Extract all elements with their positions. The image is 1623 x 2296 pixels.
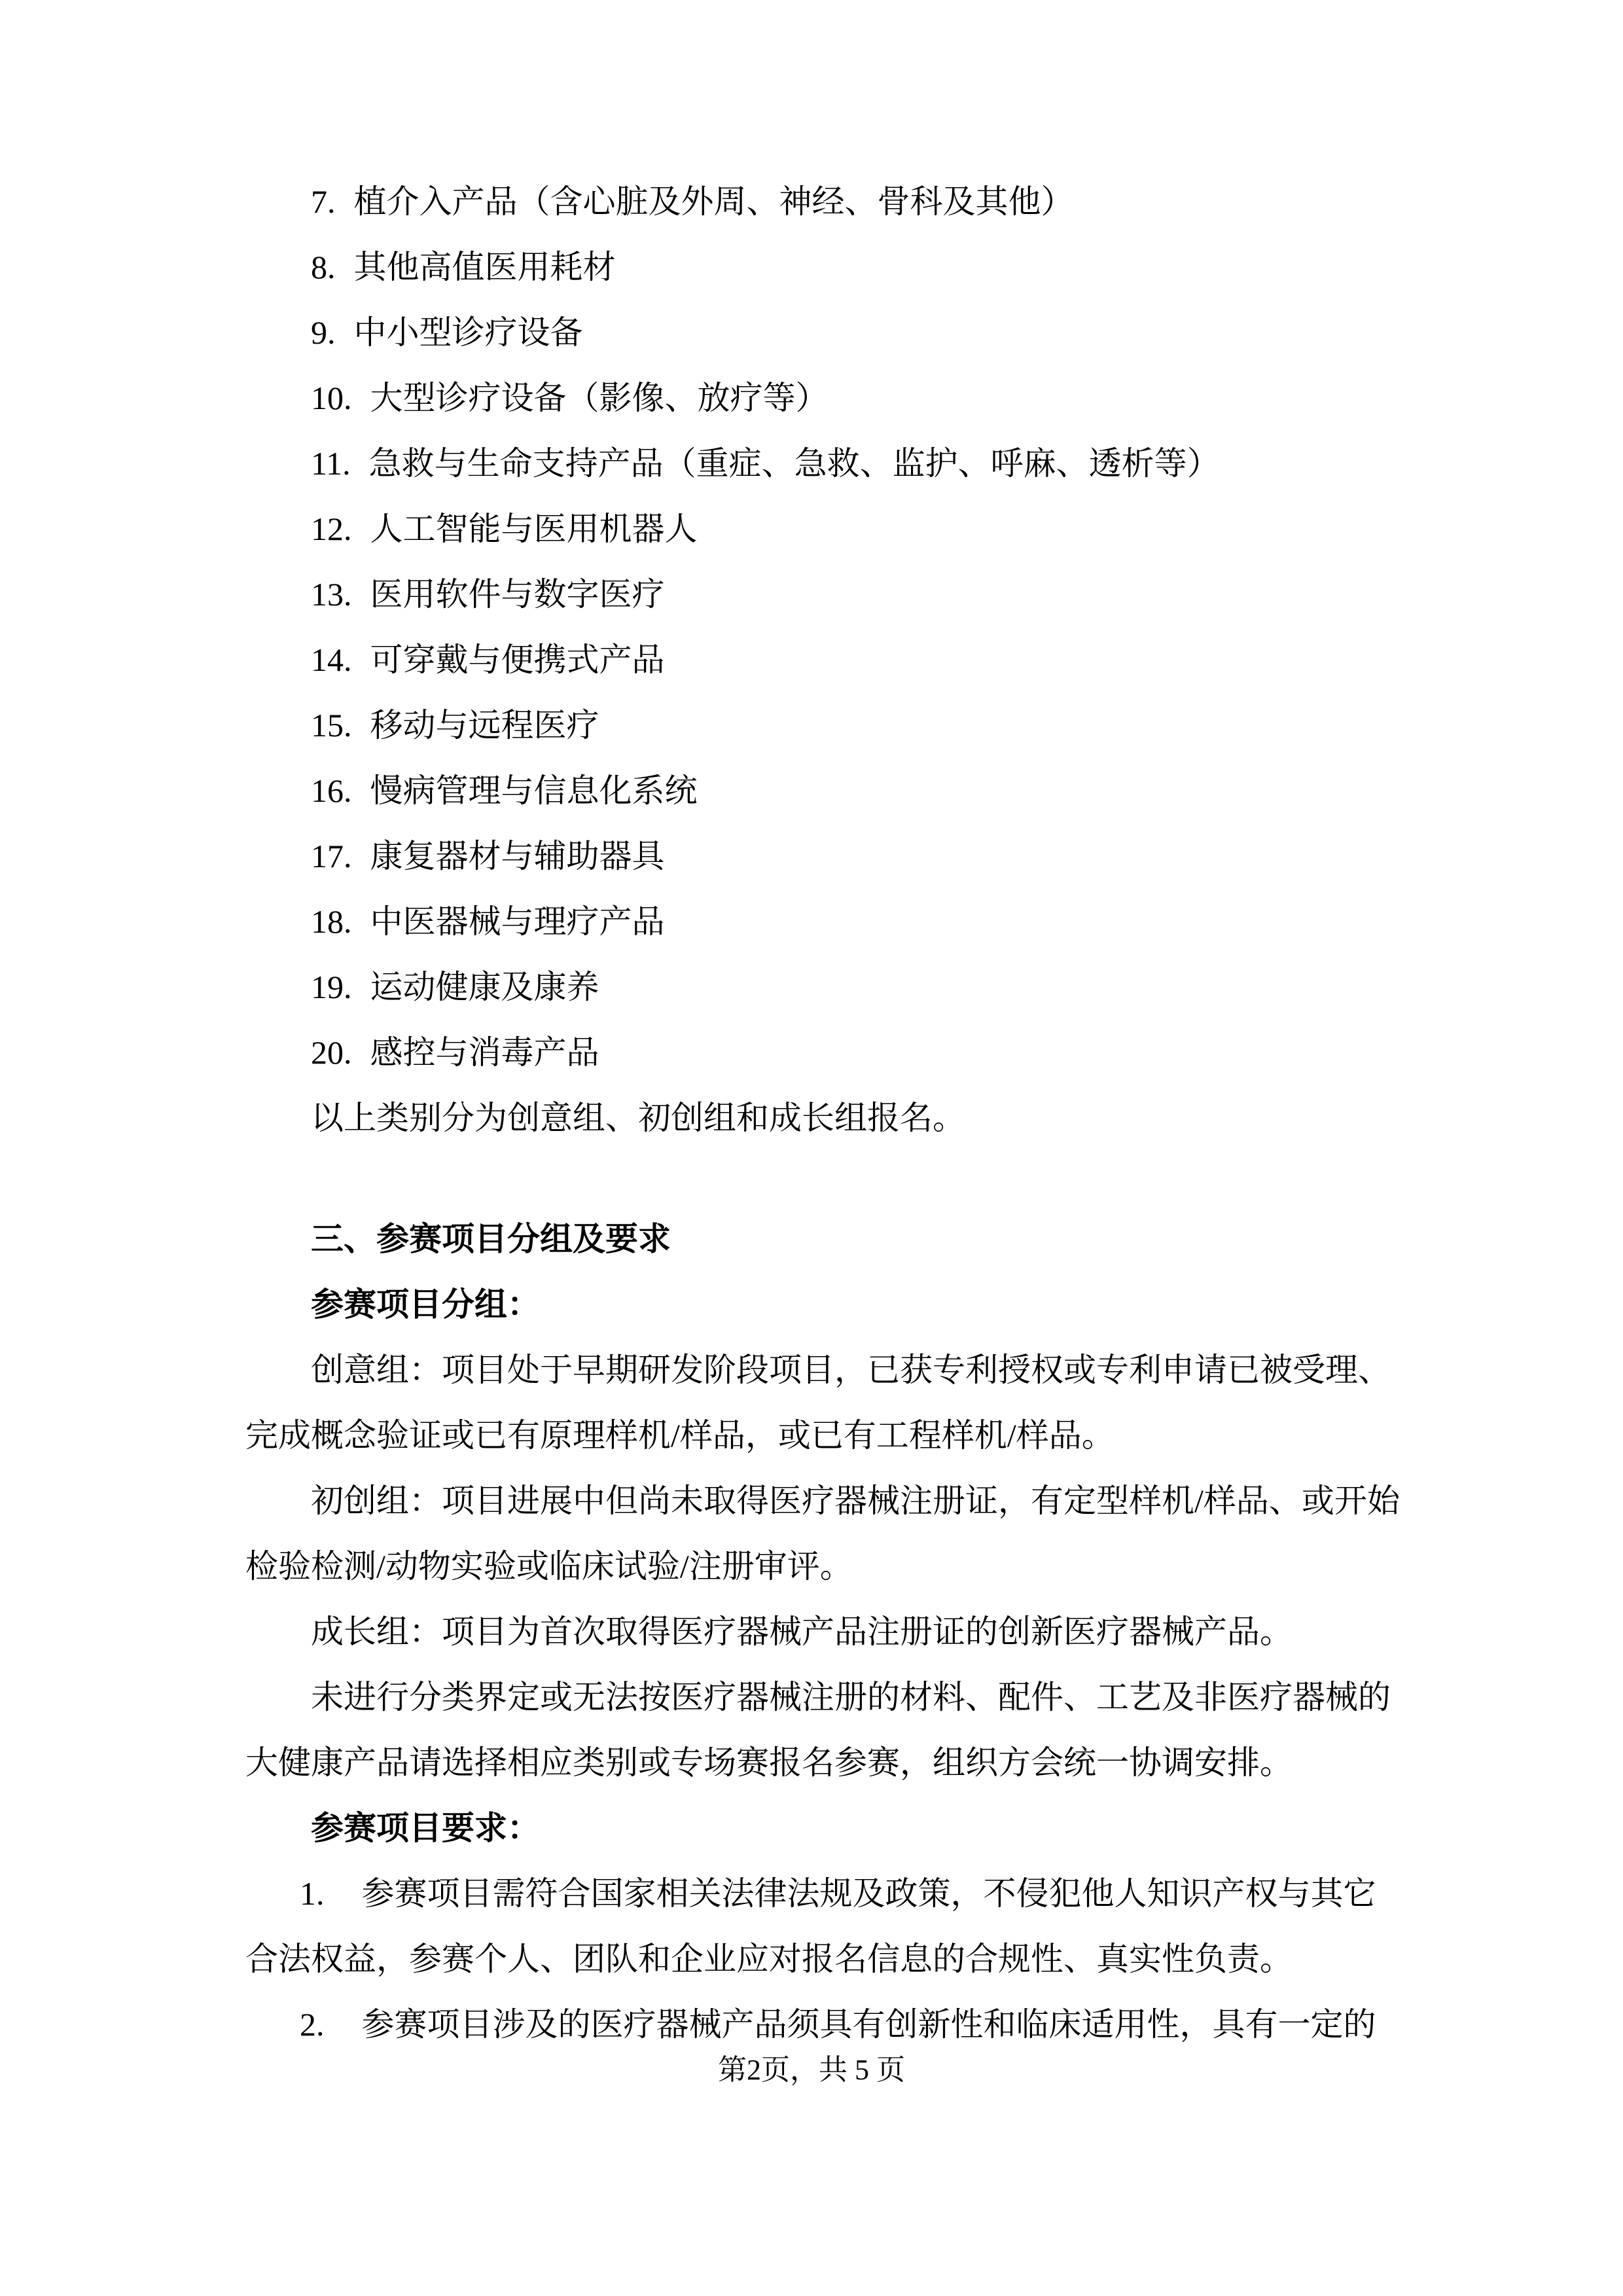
list-item-text: 医用软件与数字医疗: [370, 576, 665, 613]
requirement-text: 参赛项目需符合国家相关法律法规及政策，不侵犯他人知识产权与其它: [361, 1875, 1376, 1912]
list-item: [245, 1020, 1427, 1085]
list-item: [245, 431, 1427, 496]
list-item: [245, 234, 1427, 300]
group-ideation-line2: 完成概念验证或已有原理样机/样品，或已有工程样机/样品。: [245, 1417, 1115, 1454]
list-item-text: 运动健康及康养: [370, 969, 599, 1005]
list-item: [245, 496, 1427, 562]
list-item-number: 14.: [311, 641, 352, 678]
list-item-number: 17.: [311, 838, 352, 874]
list-item-text: 中小型诊疗设备: [353, 314, 583, 351]
list-item: [245, 627, 1427, 692]
list-item-text: 人工智能与医用机器人: [370, 511, 698, 547]
list-item-text: 中医器械与理疗产品: [370, 903, 665, 940]
group-startup-line1: 初创组：项目进展中但尚未取得医疗器械注册证，有定型样机/样品、或开始: [311, 1482, 1400, 1519]
requirement-item: [245, 1861, 1427, 1926]
list-item-number: 9.: [311, 314, 336, 351]
list-item-number: 18.: [311, 903, 352, 940]
group-growth-line: 成长组：项目为首次取得医疗器械产品注册证的创新医疗器械产品。: [311, 1613, 1293, 1650]
list-closing-line: 以上类别分为创意组、初创组和成长组报名。: [311, 1100, 965, 1136]
list-item: [245, 692, 1427, 758]
grouping-subheading: 参赛项目分组：: [311, 1286, 540, 1323]
classification-note-line2: 大健康产品请选择相应类别或专场赛报名参赛，组织方会统一协调安排。: [245, 1744, 1293, 1781]
section-heading: 三、参赛项目分组及要求: [311, 1221, 671, 1257]
list-item-number: 12.: [311, 511, 352, 547]
list-item-number: 15.: [311, 707, 352, 744]
page-content: [245, 169, 1427, 2057]
list-item-number: 11.: [311, 445, 351, 482]
list-item: [245, 365, 1427, 431]
group-ideation-line1: 创意组：项目处于早期研发阶段项目，已获专利授权或专利申请已被受理、: [311, 1352, 1391, 1388]
list-item-number: 16.: [311, 772, 352, 809]
list-item-number: 19.: [311, 969, 352, 1005]
list-item: [245, 300, 1427, 365]
list-item-number: 7.: [311, 183, 336, 220]
list-item-text: 急救与生命支持产品（重症、急救、监护、呼麻、透析等）: [368, 445, 1220, 482]
list-item-text: 可穿戴与便携式产品: [370, 641, 665, 678]
classification-note-line1: 未进行分类界定或无法按医疗器械注册的材料、配件、工艺及非医疗器械的: [311, 1679, 1391, 1715]
list-item-text: 康复器材与辅助器具: [370, 838, 665, 874]
requirement-text: 参赛项目涉及的医疗器械产品须具有创新性和临床适用性，具有一定的: [361, 2006, 1376, 2043]
list-item: [245, 889, 1427, 954]
page-number: 第2页，共 5 页: [718, 2054, 905, 2086]
requirement-number: 2.: [300, 2006, 325, 2043]
list-item-number: 13.: [311, 576, 352, 613]
list-item-number: 10.: [311, 380, 352, 416]
requirement-item-continuation: 合法权益，参赛个人、团队和企业应对报名信息的合规性、真实性负责。: [245, 1941, 1293, 1977]
group-startup-line2: 检验检测/动物实验或临床试验/注册审评。: [245, 1548, 853, 1585]
list-item-text: 其他高值医用耗材: [353, 249, 616, 285]
requirements-subheading: 参赛项目要求：: [311, 1810, 540, 1846]
list-item-number: 8.: [311, 249, 336, 285]
list-item-number: 20.: [311, 1034, 352, 1071]
list-item: [245, 169, 1427, 234]
list-item: [245, 823, 1427, 889]
list-item-text: 植介入产品（含心脏及外周、神经、骨科及其他）: [353, 183, 1074, 220]
requirement-number: 1.: [300, 1875, 325, 1912]
list-item: [245, 954, 1427, 1020]
list-item-text: 大型诊疗设备（影像、放疗等）: [370, 380, 829, 416]
list-item: [245, 562, 1427, 627]
list-item: [245, 758, 1427, 823]
list-item-text: 慢病管理与信息化系统: [370, 772, 698, 809]
list-item-text: 移动与远程医疗: [370, 707, 599, 744]
list-item-text: 感控与消毒产品: [370, 1034, 599, 1071]
